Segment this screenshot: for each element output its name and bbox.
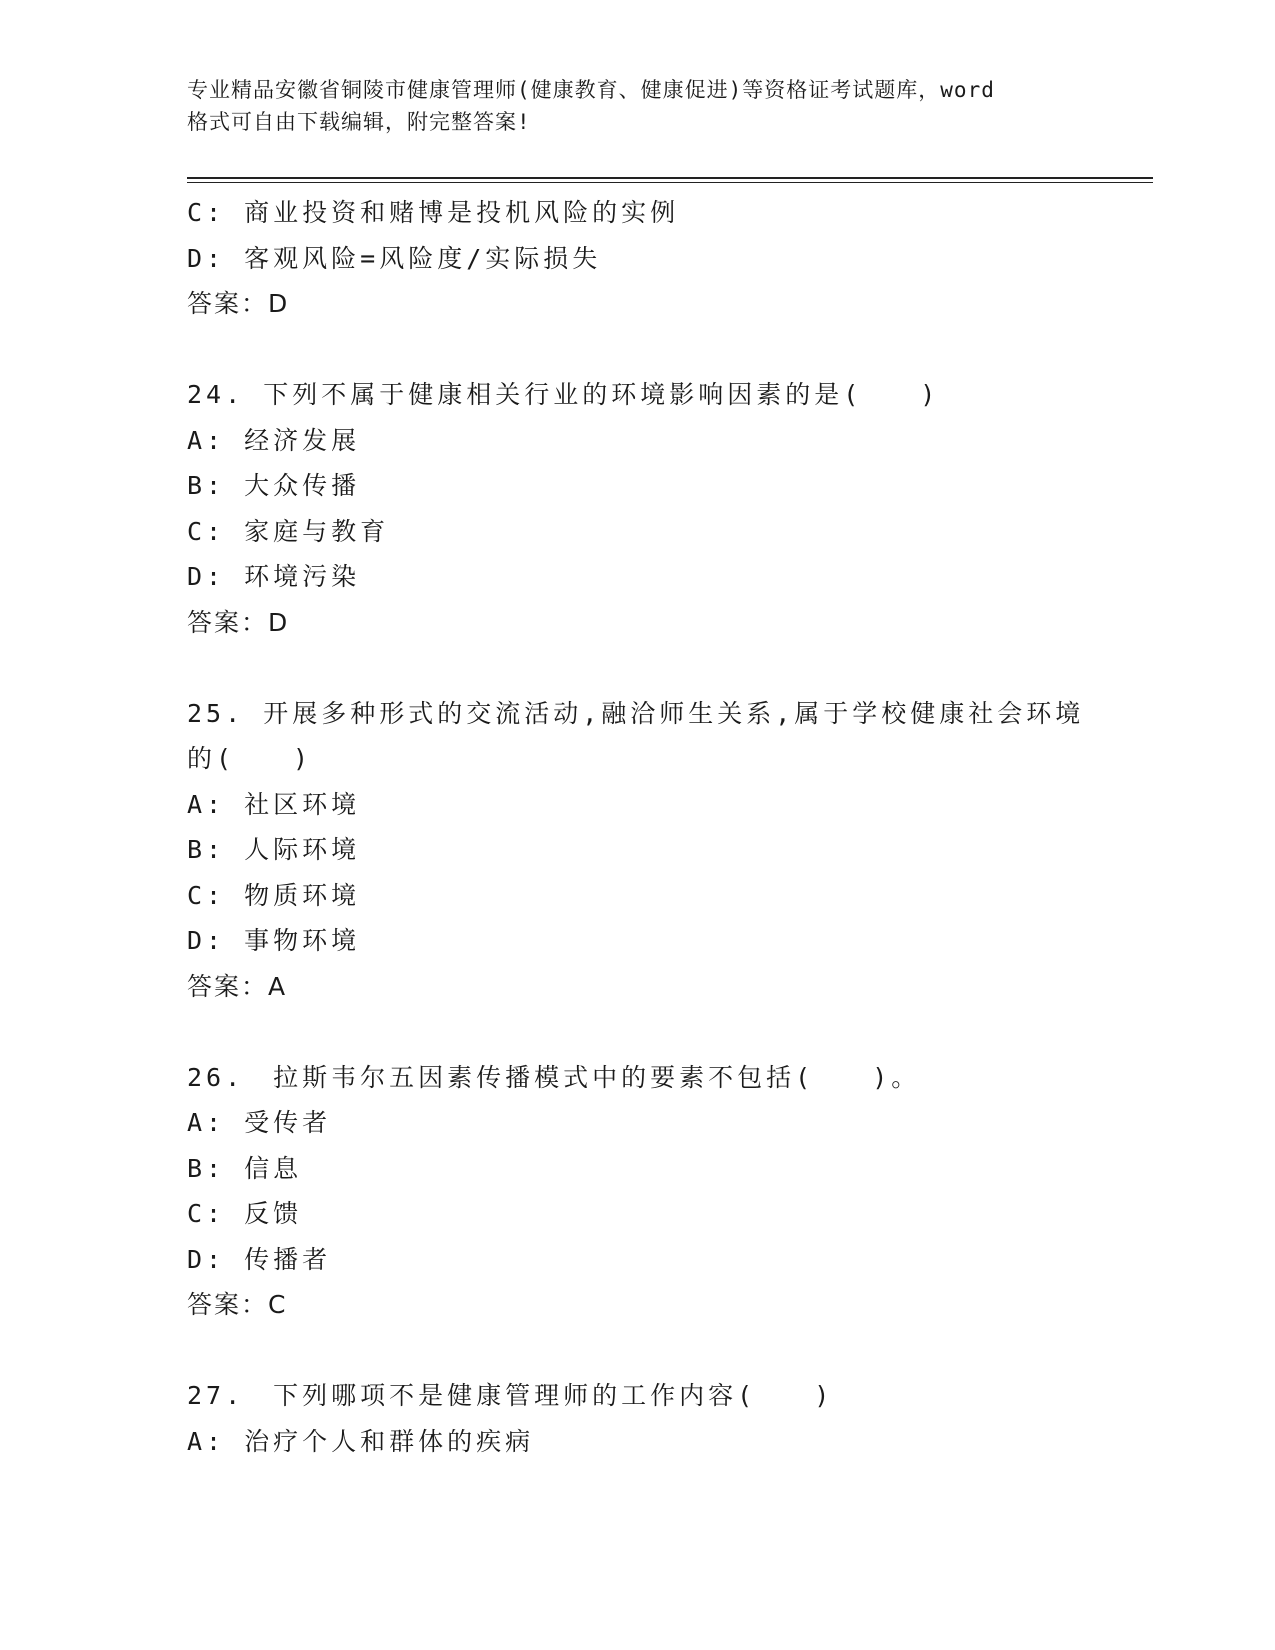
spacer (187, 645, 1087, 691)
option-b: B: 大众传播 (187, 471, 361, 500)
question-text: 24. 下列不属于健康相关行业的环境影响因素的是( ) (187, 380, 940, 409)
question-content (187, 190, 1087, 1464)
option-d: D: 传播者 (187, 1244, 332, 1274)
option-a: A: 经济发展 (187, 425, 361, 455)
question-block-27 (187, 1373, 1087, 1464)
question-text-line-1: 25. 开展多种形式的交流活动,融洽师生关系,属于学校健康社会环境 (187, 698, 1085, 728)
header-line-2: 格式可自由下载编辑，附完整答案! (187, 110, 531, 134)
answer-line: 答案：A (187, 971, 288, 1001)
question-text: 27. 下列哪项不是健康管理师的工作内容( ) (187, 1381, 834, 1410)
option-d: D: 客观风险=风险度/实际损失 (187, 243, 602, 273)
question-block-24 (187, 372, 1087, 645)
answer-line: 答案：C (187, 1290, 288, 1319)
option-a: A: 治疗个人和群体的疾病 (187, 1426, 535, 1456)
header-rule-thick (187, 177, 1153, 179)
option-d: D: 事物环境 (187, 926, 361, 955)
option-a: A: 社区环境 (187, 789, 361, 819)
answer-line: 答案：D (187, 607, 290, 637)
spacer (187, 1328, 1087, 1374)
question-text-line-2: 的( ) (187, 744, 313, 773)
document-header (187, 74, 1087, 138)
option-a: A: 受传者 (187, 1108, 332, 1137)
header-rule-thin (187, 182, 1153, 183)
option-c: C: 商业投资和赌博是投机风险的实例 (187, 198, 680, 227)
spacer (187, 1009, 1087, 1055)
question-block-25 (187, 691, 1087, 1010)
option-b: B: 人际环境 (187, 835, 361, 864)
header-line-1: 专业精品安徽省铜陵市健康管理师(健康教育、健康促进)等资格证考试题库，word (187, 78, 995, 102)
question-block-23 (187, 190, 1087, 327)
option-b: B: 信息 (187, 1153, 303, 1183)
option-d: D: 环境污染 (187, 562, 361, 591)
option-c: C: 家庭与教育 (187, 516, 390, 546)
question-text: 26. 拉斯韦尔五因素传播模式中的要素不包括( )。 (187, 1062, 921, 1092)
spacer (187, 327, 1087, 373)
option-c: C: 物质环境 (187, 880, 361, 910)
option-c: C: 反馈 (187, 1199, 303, 1228)
answer-line: 答案：D (187, 289, 290, 318)
question-block-26 (187, 1055, 1087, 1328)
